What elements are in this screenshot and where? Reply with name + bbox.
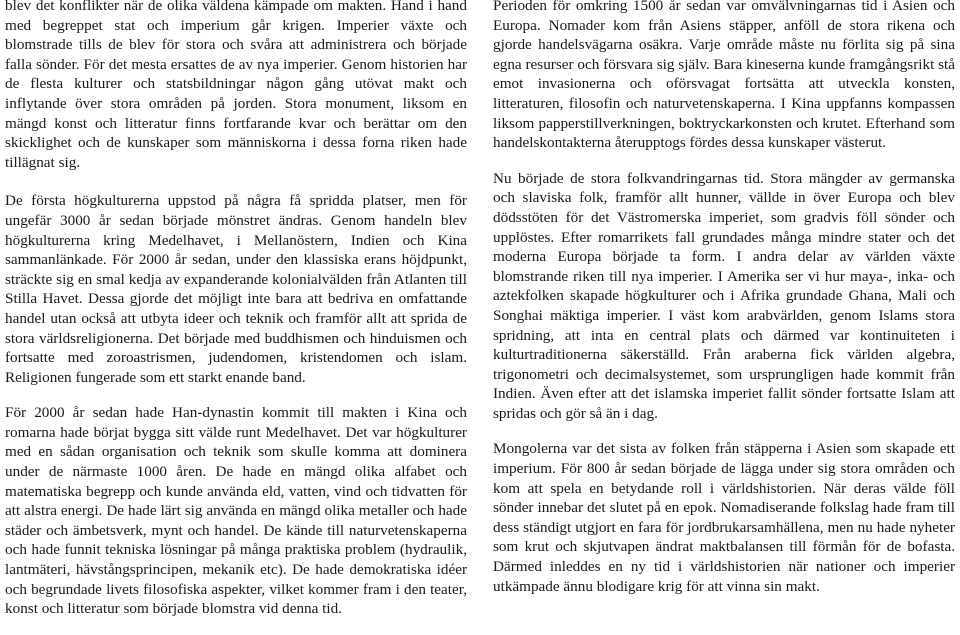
paragraph: Nu började de stora folkvandringarnas tid. Stora mängder av germanska och slaviska folk, framför allt hunner, vällde in över Europa och blev dödsstöten för det Västromerska imperiet, som gradvis föll sönder och upplöstes. Efter romarrikets fall grundades många mindre stater och det moderna Europa började ta form. I andra delar av världen växte blomstrande riken till nya imperier. I Amerika ser vi hur maya-, inka- och aztekfolken skapade högkulturer och i Afrika grundade Ghana, Mali och Songhai mäktiga imperier. I väst kom arabvärlden, genom Islams stora spridning, att inta en central plats och därmed var kontinuiteten i kulturtraditionerna säkerställd. Från araberna fick världen algebra, trigonometri och decimalsystemet, som ursprungligen hade kommit från Indien. Även efter att det islamska imperiet fallit sönder fortsatte Islam att spridas och gör så än i dag. [493,169,955,422]
paragraph: Mongolerna var det sista av folken från stäpperna i Asien som skapade ett imperium. För 800 år sedan började de lägga under sig stora områden och kom att spela en betydande roll i världshistorien. När deras välde föll sönder innebar det slutet på en epok. Nomadiserande folkslag hade fram till dess ständigt utgjort en fara för jordbrukarsamhällena, men nu hade nyheter som krut och skjutvapen ändrat maktbalansen till förmån för de bofasta. Därmed inleddes en ny tid i världshistorien när nationer och imperier utkämpade ännu blodigare krig för att vinna sin makt. [493,440,955,595]
left-column [5,0,467,635]
right-column [493,0,955,612]
paragraph: De första högkulturerna uppstod på några få spridda platser, men för ungefär 3000 år sedan började mönstret ändras. Genom handeln blev högkulturerna kring Medelhavet, i Mellanöstern, Indien och Kina sammanlänkade. För 2000 år sedan, under den klassiska erans höjdpunkt, sträckte sig en smal kedja av expanderande kolonialvälden från Atlanten till Stilla Havet. Dessa gjorde det möjligt inte bara att bedriva en omfattande handel utan också att utbyta ideer och teknik och framför allt att sprida de stora världsreligionerna. Det började med buddhismen och hinduismen och fortsatte med zoroastrismen, judendomen, kristendomen och islam. Religionen fungerade som ett starkt enande band. [5,192,467,386]
paragraph: Perioden för omkring 1500 år sedan var omvälvningarnas tid i Asien och Europa. Nomader kom från Asiens stäpper, anföll de stora rikena och gjorde handelsvägarna osäkra. Varje område måste nu förlita sig på sina egna resurser och försvara sig själv. Bara kineserna kunde framgångsrikt stå emot invasionerna och oförsvagat fortsätta att utveckla konsten, litteraturen, filosofin och naturvetenskaperna. I Kina uppfanns kompassen liksom papperstillverkningen, boktryckarkonsten och krutet. Efterhand som handelskontakterna återupptogs fördes dessa kunskaper västerut. [493,0,955,152]
paragraph: För 2000 år sedan hade Han-dynastin kommit till makten i Kina och romarna hade börjat bygga sitt välde runt Medelhavet. Det var högkulturer med en sådan organisation och teknik som skulle komma att dominera under de närmaste 1000 åren. De hade en mängd olika alfabet och matematiska begrepp och kunde använda eld, vatten, vind och tidvatten för att alstra energi. De hade lärt sig använda en mängd olika metaller och hade städer och ämbetsverk, mynt och handel. De kände till naturvetenskaperna och hade funnit tekniska lösningar på många praktiska problem (hydraulik, lantmäteri, hävstångsprincipen, mekanik etc). De hade demokratiska idéer och begrundade livets filosofiska aspekter, vilket kommer fram i den teater, konst och litteratur som började blomstra vid denna tid. [5,404,467,618]
paragraph: blev det konflikter när de olika väldena kämpade om makten. Hand i hand med begreppet stat och imperium går krigen. Imperier växte och blomstrade tills de blev för stora och svåra att administrera och började falla sönder. För det mesta ersattes de av nya imperier. Genom historien har de flesta kulturer och statsbildningar någon gång utövat makt och inflytande över stora områden på jorden. Stora monument, liksom en mängd konst och litteratur finns fortfarande kvar och berättar om den skicklighet och de kunskaper som människorna i dessa forna riken hade tillägnat sig. [5,0,467,171]
